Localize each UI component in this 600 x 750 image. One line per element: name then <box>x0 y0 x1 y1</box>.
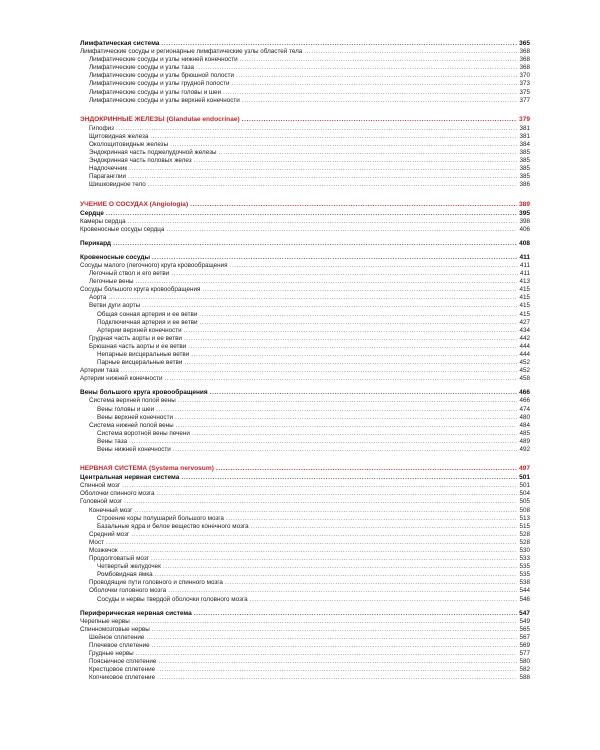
toc-entry-title: Кровеносные сосуды <box>80 253 151 261</box>
dot-leader <box>188 343 517 351</box>
dot-leader <box>163 563 518 571</box>
toc-entry <box>80 343 530 351</box>
dot-leader <box>219 149 518 157</box>
toc-entry-title: Лимфатические сосуды и узлы брюшной полости <box>89 72 235 80</box>
toc-entry-title: Грудная часть аорты и ее ветви <box>89 334 182 342</box>
toc-entry <box>80 56 530 64</box>
toc-entry <box>80 406 530 414</box>
toc-chapter-entry <box>80 40 530 48</box>
dot-leader <box>194 157 518 165</box>
dot-leader <box>304 48 517 56</box>
toc-page-number: 373 <box>519 80 530 88</box>
dot-leader <box>151 555 517 563</box>
dot-leader <box>131 531 517 539</box>
toc-entry <box>80 89 530 97</box>
toc-entry <box>80 125 530 133</box>
toc-entry-title: Лимфатические сосуды и узлы головы и шеи <box>89 88 222 96</box>
dot-leader <box>106 539 518 547</box>
toc-entry <box>80 666 530 674</box>
dot-leader <box>158 658 517 666</box>
dot-leader <box>240 56 518 64</box>
toc-entry-title: Мост <box>89 538 104 546</box>
toc-entry-title: Конечный мозг <box>89 506 133 514</box>
toc-page-number: 434 <box>519 326 530 334</box>
dot-leader <box>128 218 518 226</box>
toc-entry-title: Сосуды малого (легочного) круга кровообращения <box>80 261 228 269</box>
toc-entry-title: Вены верхней конечности <box>97 413 173 421</box>
toc-page-number: 501 <box>519 482 530 490</box>
toc-entry <box>80 642 530 650</box>
toc-page-number: 528 <box>519 538 530 546</box>
toc-entry <box>80 571 530 579</box>
toc-page-number: 582 <box>519 666 530 674</box>
toc-page-number: 365 <box>519 40 530 47</box>
toc-entry <box>80 397 530 405</box>
spacer <box>80 190 530 200</box>
toc-entry-title: Эндокринная часть половых желез <box>89 157 192 165</box>
toc-entry-title: Периферическая нервная система <box>80 609 192 617</box>
toc-entry-title: Мозжечок <box>89 546 118 554</box>
dot-leader <box>122 482 517 490</box>
toc-page-number: 549 <box>519 617 530 625</box>
toc-entry <box>80 270 530 278</box>
toc-entry-title: Непарные висцеральные ветви <box>97 351 190 358</box>
toc-page-number: 379 <box>518 115 530 123</box>
toc-page-number: 452 <box>519 359 530 367</box>
toc-page-number: 385 <box>519 173 530 181</box>
dot-leader <box>199 311 517 319</box>
toc-section-heading <box>80 115 530 125</box>
toc-page-number: 485 <box>519 429 530 437</box>
toc-entry-title: Проводящие пути головного и спинного мозга <box>89 579 223 587</box>
dot-leader <box>129 438 517 446</box>
toc-entry <box>80 294 530 302</box>
dot-leader <box>161 40 517 48</box>
toc-entry <box>80 422 530 430</box>
dot-leader <box>176 422 518 430</box>
toc-entry-title: Сердце <box>80 209 104 217</box>
toc-entry-title: Легочный ствол и его ветви <box>89 270 170 278</box>
dot-leader <box>134 507 517 515</box>
toc-chapter-entry <box>80 254 530 262</box>
dot-leader <box>192 430 518 438</box>
dot-leader <box>242 97 518 105</box>
toc-page-number: 398 <box>519 217 530 225</box>
dot-leader <box>166 226 517 234</box>
toc-entry-title: УЧЕНИЕ О СОСУДАХ (Angiologia) <box>80 200 189 208</box>
toc-page-number: 368 <box>519 56 530 64</box>
toc-page-number: 370 <box>519 72 530 80</box>
spacer <box>80 454 530 464</box>
toc-entry-title: Лимфатические сосуды и регионарные лимфатические узлы областей тела <box>80 48 303 56</box>
toc-chapter-entry <box>80 474 530 482</box>
toc-entry <box>80 490 530 498</box>
dot-leader <box>152 642 518 650</box>
toc-entry <box>80 335 530 343</box>
toc-entry-title: Ветви дуги аорты <box>89 302 141 310</box>
toc-page-number: 474 <box>519 405 530 413</box>
toc-entry-title: Параганглии <box>89 173 127 181</box>
toc-page-number: 484 <box>519 421 530 429</box>
dot-leader <box>225 579 518 587</box>
toc-entry <box>80 218 530 226</box>
toc-chapter-entry <box>80 240 530 248</box>
toc-entry-title: Шейное сплетение <box>89 633 145 641</box>
toc-entry <box>80 634 530 642</box>
dot-leader <box>236 72 517 80</box>
dot-leader <box>251 523 518 531</box>
toc-page-number: 385 <box>519 157 530 165</box>
dot-leader <box>216 464 517 474</box>
toc-entry <box>80 286 530 294</box>
dot-leader <box>106 210 517 218</box>
toc-entry-title: Щитовидная железа <box>89 132 149 140</box>
toc-entry-title: Оболочки спинного мозга <box>80 490 155 498</box>
toc-page-number: 546 <box>519 595 530 603</box>
toc-entry <box>80 596 530 604</box>
toc-page-number: 395 <box>519 209 530 217</box>
dot-leader <box>152 254 517 262</box>
dot-leader <box>142 302 517 310</box>
toc-page-number: 492 <box>519 446 530 454</box>
toc-entry-title: Строение коры полушарий большого мозга <box>97 514 224 522</box>
toc-page-number: 530 <box>519 546 530 554</box>
toc-entry-title: Грудные нервы <box>89 650 134 658</box>
dot-leader <box>129 165 517 173</box>
toc-entry-title: Надпочечник <box>89 165 128 173</box>
toc-page-number: 505 <box>519 498 530 506</box>
toc-page-number: 504 <box>519 490 530 498</box>
toc-entry <box>80 626 530 634</box>
toc-entry-title: Центральная нервная система <box>80 474 180 482</box>
toc-entry-title: Спинномозговые нервы <box>80 625 150 633</box>
toc-entry-title: Базальные ядра и белое вещество конечного мозга <box>97 522 249 530</box>
dot-leader <box>175 414 518 422</box>
dot-leader <box>121 367 518 375</box>
toc-entry <box>80 133 530 141</box>
dot-leader <box>250 596 518 604</box>
toc-entry-title: Лимфатические сосуды и узлы таза <box>89 64 194 72</box>
dot-leader <box>156 406 517 414</box>
toc-entry-title: Система верхней полой вены <box>89 397 176 405</box>
toc-entry-title: Лимфатические сосуды и узлы верхней конечности <box>89 96 240 104</box>
toc-page-number: 533 <box>519 555 530 563</box>
toc-page-number: 406 <box>519 225 530 233</box>
toc-entry-title: Спинной мозг <box>80 482 121 490</box>
toc-page-number: 386 <box>519 181 530 189</box>
toc-entry-title: Брюшная часть аорты и ее ветви <box>89 342 187 350</box>
toc-page-number: 466 <box>519 389 530 397</box>
dot-leader <box>178 397 518 405</box>
toc-page-number: 444 <box>519 351 530 358</box>
toc-chapter-entry <box>80 210 530 218</box>
toc-entry-title: Общая сонная артерия и ее ветви <box>97 310 198 318</box>
toc-entry-title: Околощитовидные железы <box>89 140 169 148</box>
dot-leader <box>136 650 518 658</box>
toc-page-number: 569 <box>519 642 530 649</box>
toc-page-number: 408 <box>519 239 530 247</box>
toc-page-number: 368 <box>519 64 530 72</box>
toc-page-number: 385 <box>519 149 530 157</box>
dot-leader <box>194 610 517 618</box>
toc-page-number: 501 <box>519 474 530 482</box>
toc-chapter-entry <box>80 610 530 618</box>
toc-entry <box>80 650 530 658</box>
toc-page-number: 377 <box>519 96 530 104</box>
toc-entry <box>80 375 530 383</box>
dot-leader <box>184 359 517 367</box>
toc-entry <box>80 515 530 523</box>
toc-entry-title: Лимфатическая система <box>80 40 160 47</box>
dot-leader <box>113 240 517 248</box>
toc-entry-title: Гипофиз <box>89 124 115 132</box>
toc-entry-title: Парные висцеральные ветви <box>97 359 183 367</box>
toc-entry <box>80 226 530 234</box>
toc-entry <box>80 311 530 319</box>
toc-entry <box>80 173 530 181</box>
toc-page-number: 567 <box>519 633 530 641</box>
table-of-contents <box>80 40 530 682</box>
toc-entry <box>80 97 530 105</box>
toc-entry <box>80 327 530 335</box>
toc-page-number: 480 <box>519 413 530 421</box>
toc-page-number: 415 <box>519 310 530 318</box>
toc-entry <box>80 181 530 189</box>
toc-page-number: 513 <box>519 514 530 522</box>
dot-leader <box>146 634 517 642</box>
toc-entry-title: Эндокринная часть поджелудочной железы <box>89 149 217 157</box>
toc-entry-title: Система воротной вены печени <box>97 429 190 437</box>
dot-leader <box>230 262 518 270</box>
toc-page-number: 515 <box>519 522 530 530</box>
toc-entry-title: Артерии верхней конечности <box>97 326 182 334</box>
toc-page-number: 547 <box>519 609 530 617</box>
toc-entry <box>80 359 530 367</box>
dot-leader <box>157 666 517 674</box>
toc-page-number: 375 <box>519 88 530 96</box>
toc-entry <box>80 157 530 165</box>
toc-entry-title: Поясничное сплетение <box>89 658 157 666</box>
dot-leader <box>184 335 518 343</box>
toc-page-number: 411 <box>519 253 530 261</box>
dot-leader <box>181 474 517 482</box>
dot-leader <box>171 270 518 278</box>
dot-leader <box>152 626 518 634</box>
toc-entry-title: ЭНДОКРИННЫЕ ЖЕЛЕЗЫ (Glandulae endocrinae) <box>80 115 240 123</box>
toc-entry-title: Лимфатические сосуды и узлы нижней конечности <box>89 56 238 64</box>
toc-entry <box>80 555 530 563</box>
toc-page-number: 497 <box>518 465 530 473</box>
dot-leader <box>165 375 518 383</box>
toc-entry <box>80 302 530 310</box>
toc-entry-title: Вены нижней конечности <box>97 446 171 454</box>
toc-entry <box>80 658 530 666</box>
toc-entry-title: Вены большого круга кровообращения <box>80 389 208 397</box>
toc-page-number: 389 <box>518 200 530 208</box>
toc-page-number: 452 <box>519 367 530 375</box>
toc-entry <box>80 539 530 547</box>
toc-entry-title: Вены головы и шеи <box>97 405 155 413</box>
dot-leader <box>173 446 518 454</box>
toc-page-number: 535 <box>519 563 530 571</box>
toc-entry-title: Плечевое сплетение <box>89 642 150 649</box>
toc-entry <box>80 523 530 531</box>
dot-leader <box>132 618 518 626</box>
toc-page-number: 466 <box>519 397 530 405</box>
toc-entry-title: Вены таза <box>97 437 128 445</box>
dot-leader <box>223 89 517 97</box>
toc-entry-title: Легочные вены <box>89 278 134 286</box>
toc-entry-title: Копчиковое сплетение <box>89 674 156 682</box>
dot-leader <box>200 319 518 327</box>
toc-entry-title: Кровеносные сосуды сердца <box>80 225 165 233</box>
dot-leader <box>210 389 517 397</box>
toc-entry-title: Головной мозг <box>80 498 123 506</box>
toc-entry-title: Ромбовидная ямка <box>97 571 153 579</box>
dot-leader <box>120 547 518 555</box>
dot-leader <box>196 64 518 72</box>
toc-page-number: 385 <box>519 165 530 173</box>
toc-entry <box>80 165 530 173</box>
toc-entry <box>80 414 530 422</box>
toc-entry-title: Четвертый желудочек <box>97 563 161 571</box>
dot-leader <box>226 515 518 523</box>
toc-page-number: 381 <box>519 124 530 132</box>
toc-page-number: 577 <box>519 650 530 658</box>
dot-leader <box>231 80 517 88</box>
dot-leader <box>108 294 517 302</box>
toc-page-number: 538 <box>519 579 530 587</box>
toc-entry <box>80 48 530 56</box>
toc-page-number: 413 <box>519 278 530 286</box>
toc-page-number: 458 <box>519 375 530 383</box>
dot-leader <box>170 141 517 149</box>
dot-leader <box>128 173 517 181</box>
toc-page-number: 415 <box>519 286 530 294</box>
toc-section-heading <box>80 464 530 474</box>
toc-page-number: 508 <box>519 506 530 514</box>
dot-leader <box>116 125 517 133</box>
toc-page-number: 411 <box>519 261 530 269</box>
toc-page-number: 588 <box>519 674 530 682</box>
toc-entry-title: Сосуды большого круга кровообращения <box>80 286 201 294</box>
toc-page-number: 444 <box>519 342 530 350</box>
dot-leader <box>168 587 517 595</box>
toc-entry <box>80 531 530 539</box>
toc-page-number: 381 <box>519 132 530 140</box>
spacer <box>80 105 530 115</box>
toc-entry <box>80 618 530 626</box>
toc-page-number: 411 <box>519 270 530 278</box>
toc-page-number: 415 <box>519 294 530 302</box>
toc-entry-title: Шишковидное тело <box>89 181 146 189</box>
toc-entry-title: Лимфатические сосуды и узлы грудной полости <box>89 80 230 88</box>
toc-page-number: 535 <box>519 571 530 579</box>
dot-leader <box>184 327 518 335</box>
toc-page-number: 384 <box>519 140 530 148</box>
toc-entry-title: Артерии нижней конечности <box>80 375 163 383</box>
toc-entry-title: Продолговатый мозг <box>89 555 150 563</box>
dot-leader <box>202 286 517 294</box>
dot-leader <box>191 351 517 359</box>
toc-entry-title: Оболочки головного мозга <box>89 587 167 595</box>
toc-entry <box>80 262 530 270</box>
toc-entry-title: Сосуды и нервы твердой оболочки головного мозга <box>97 595 248 603</box>
toc-page-number: 528 <box>519 530 530 538</box>
toc-entry-title: Артерии таза <box>80 367 119 375</box>
toc-entry-title: Аорта <box>89 294 107 302</box>
toc-section-heading <box>80 200 530 210</box>
toc-entry-title: Средний мозг <box>89 530 130 538</box>
toc-entry <box>80 141 530 149</box>
toc-entry-title: Камеры сердца <box>80 217 126 225</box>
toc-entry-title: НЕРВНАЯ СИСТЕМА (Systema nervosum) <box>80 465 214 473</box>
dot-leader <box>157 674 517 682</box>
toc-entry-title: Перикард <box>80 239 112 247</box>
toc-entry <box>80 351 530 359</box>
toc-entry-title: Система нижней полой вены <box>89 421 174 429</box>
toc-entry-title: Подключичная артерия и ее ветви <box>97 318 198 326</box>
dot-leader <box>124 498 517 506</box>
toc-page-number: 368 <box>519 48 530 56</box>
toc-entry <box>80 498 530 506</box>
dot-leader <box>155 571 518 579</box>
toc-entry <box>80 80 530 88</box>
toc-entry <box>80 446 530 454</box>
toc-entry <box>80 438 530 446</box>
dot-leader <box>148 181 518 189</box>
dot-leader <box>157 490 518 498</box>
toc-page-number: 415 <box>519 302 530 310</box>
toc-page-number: 427 <box>519 318 530 326</box>
toc-entry <box>80 674 530 682</box>
toc-entry-title: Черепные нервы <box>80 617 130 625</box>
toc-entry <box>80 319 530 327</box>
toc-entry <box>80 547 530 555</box>
toc-entry-title: Крестцовое сплетение <box>89 666 156 674</box>
toc-entry <box>80 507 530 515</box>
dot-leader <box>190 200 517 210</box>
toc-entry <box>80 149 530 157</box>
toc-page-number: 580 <box>519 658 530 666</box>
dot-leader <box>242 115 517 125</box>
toc-page-number: 442 <box>519 334 530 342</box>
toc-page-number: 565 <box>519 625 530 633</box>
toc-page-number: 489 <box>519 437 530 445</box>
dot-leader <box>150 133 517 141</box>
toc-entry <box>80 430 530 438</box>
toc-page-number: 544 <box>519 587 530 595</box>
toc-entry <box>80 587 530 595</box>
